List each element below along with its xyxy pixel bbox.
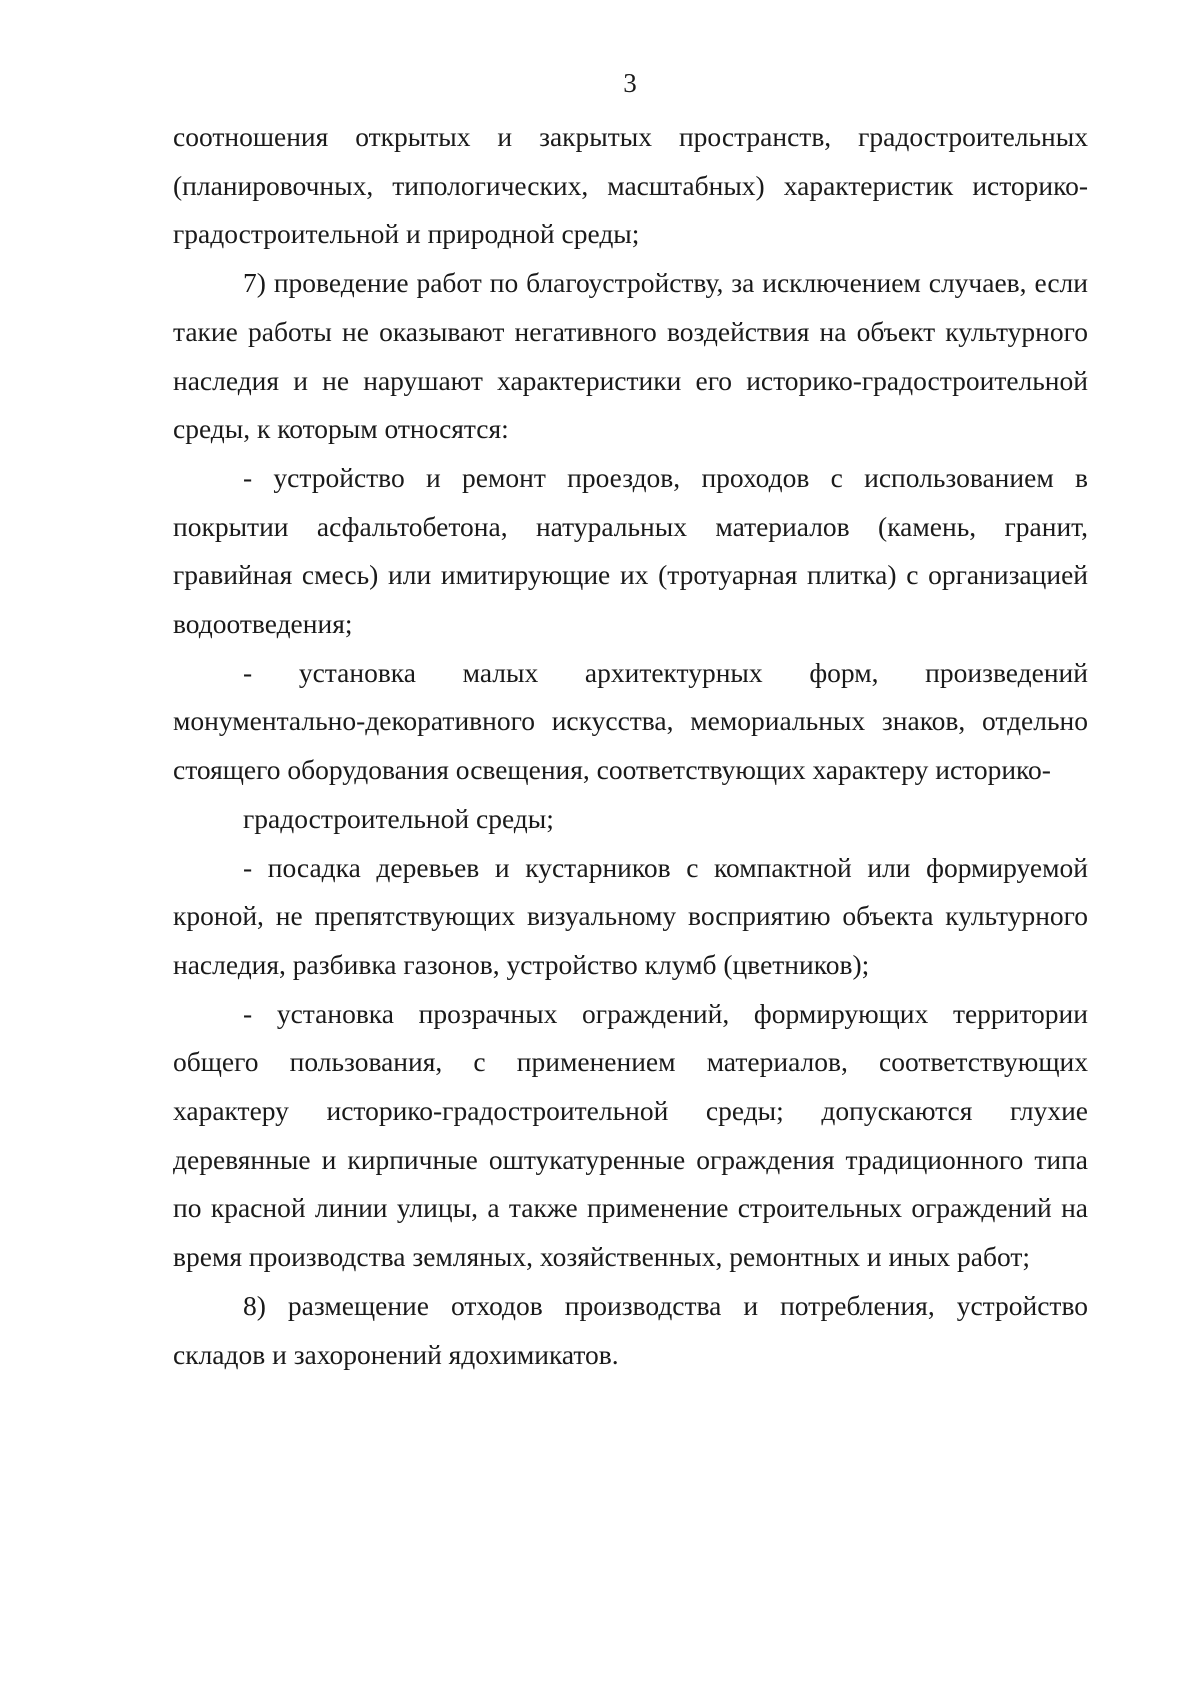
document-body (173, 113, 1088, 1379)
paragraph-small-forms-tail: градостроительной среды; (243, 802, 554, 834)
paragraph-item-8: 8) размещение отходов производства и потребления, устройство складов и захоронений ядохимикатов. (173, 1289, 1088, 1370)
paragraph-continuation: соотношения открытых и закрытых пространств, градостроительных (планировочных, типологических, масштабных) характеристик историко-градостроительной и природной среды; (173, 121, 1088, 250)
paragraph-item-7: 7) проведение работ по благоустройству, за исключением случаев, если такие работы не оказывают негативного воздействия на объект культурного наследия и не нарушают характеристики его историко-градостроительной среды, к которым относятся: (173, 267, 1088, 445)
page-number: 3 (623, 68, 637, 98)
paragraph-fences: - установка прозрачных ограждений, формирующих территории общего пользования, с применением материалов, соответствующих характеру историко-градостроительной среды; допускаются глухие деревянные и кирпичные оштукатуренные ограждения традиционного типа по красной линии улицы, а также применение строительных ограждений на время производства земляных, хозяйственных, ремонтных и иных работ; (173, 997, 1088, 1273)
paragraph-small-forms: - установка малых архитектурных форм, произведений монументально-декоративного искусства, мемориальных знаков, отдельно стоящего оборудования освещения, соответствующих характеру историко- (173, 656, 1088, 786)
paragraph-roads: - устройство и ремонт проездов, проходов с использованием в покрытии асфальтобетона, натуральных материалов (камень, гранит, гравийная смесь) или имитирующие их (тротуарная плитка) с организацией водоотведения; (173, 461, 1088, 640)
paragraph-planting: - посадка деревьев и кустарников с компактной или формируемой кроной, не препятствующих визуальному восприятию объекта культурного наследия, разбивка газонов, устройство клумб (цветников); (173, 851, 1088, 980)
